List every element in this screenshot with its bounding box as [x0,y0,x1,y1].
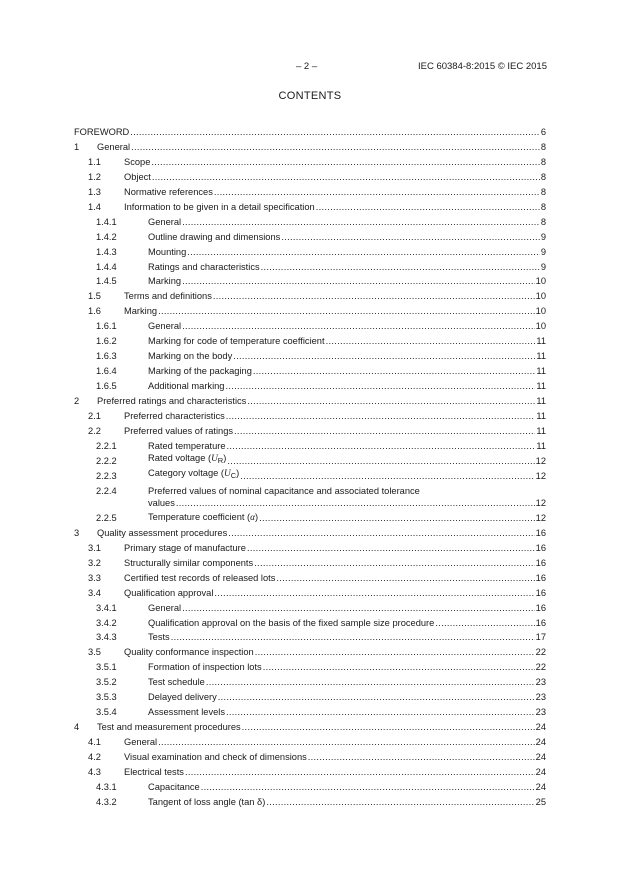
toc-entry-title [124,736,157,748]
toc-entry-title-text: Marking [124,306,158,317]
toc-entry-title [148,365,252,377]
toc-entry-page: 16 [535,572,546,583]
toc-entry-number: 1.4.5 [96,276,117,287]
toc-entry-page: 9 [540,261,546,272]
toc-entry[interactable] [74,183,546,198]
toc-entry-page: 11 [536,411,546,422]
dot-leader [227,440,536,452]
dot-leader [152,171,540,183]
dot-leader [226,410,536,422]
toc-entry-title [148,467,239,482]
toc-entry[interactable] [74,658,546,673]
toc-entry-number: 1.4.2 [96,231,117,242]
toc-entry[interactable] [74,539,546,554]
toc-entry-page: 12 [535,512,546,523]
toc-entry-number: 1.6 [88,306,101,317]
toc-entry[interactable] [74,793,546,808]
toc-entry-title-text: Rated voltage ( [148,452,212,463]
dot-leader [226,706,535,718]
toc-entry[interactable] [74,778,546,793]
toc-entry-title-tail: ) [236,467,240,478]
toc-entry-title [97,721,241,733]
toc-entry-title [148,602,181,614]
toc-entry-title-text: Object [124,171,151,182]
toc-entry[interactable] [74,332,546,347]
toc-entry-number: 3.4.2 [96,617,117,628]
toc-entry[interactable] [74,273,546,288]
toc-entry-page: 11 [536,381,546,392]
toc-entry[interactable] [74,629,546,644]
dot-leader [259,512,535,524]
toc-entry-number: 1.4.1 [96,216,117,227]
toc-entry[interactable] [74,422,546,437]
toc-entry-title-text: Qualification approval on the basis of the fixed sample size procedure [148,617,435,628]
toc-entry[interactable] [74,763,546,778]
toc-entry-number: 2.2 [88,426,101,437]
toc-entry-number: 4.1 [88,737,101,748]
toc-entry-title-text: Tangent of loss angle (tan δ) [148,796,266,807]
toc-entry-title-text: Additional marking [148,381,225,392]
toc-entry-title-text: Preferred ratings and characteristics [97,396,247,407]
toc-entry-title-text: Preferred values of nominal capacitance and associated tolerance [148,485,420,496]
toc-entry-page: 8 [540,141,546,152]
toc-entry-title [148,380,224,392]
toc-entry-number: 4.3.2 [96,796,117,807]
dot-leader [201,781,535,793]
toc-entry-title [148,231,280,243]
toc-entry-number: 1.6.3 [96,351,117,362]
dot-leader [266,796,534,808]
table-of-contents [74,123,546,808]
toc-entry-title [124,751,307,763]
dot-leader [308,751,535,763]
toc-entry[interactable] [74,168,546,183]
toc-entry[interactable] [74,407,546,422]
toc-entry-number: 1.6.4 [96,366,117,377]
toc-entry-page: 10 [535,306,546,317]
toc-entry-page: 24 [535,722,546,733]
toc-entry-title [148,796,265,808]
dot-leader [281,231,540,243]
toc-entry-page: 24 [535,781,546,792]
toc-entry[interactable] [74,317,546,332]
toc-entry-title-text: Visual examination and check of dimensions [124,752,307,763]
toc-entry-title-text: Delayed delivery [148,692,217,703]
toc-entry-title [74,126,129,138]
toc-entry-number: 4.2 [88,752,101,763]
toc-entry-number: 2.2.4 [96,485,117,496]
dot-leader [187,246,540,258]
toc-entry-title-text: Assessment levels [148,707,225,718]
toc-entry-title [124,557,253,569]
toc-entry[interactable] [74,482,546,509]
dot-leader [247,395,535,407]
dot-leader [176,497,535,509]
toc-entry-title [148,261,260,273]
toc-entry[interactable] [74,258,546,273]
toc-entry-page: 22 [535,662,546,673]
toc-entry-number: 1.2 [88,171,101,182]
toc-entry-number: 3.4 [88,587,101,598]
toc-entry-number: 4.3 [88,767,101,778]
toc-entry-title [148,676,205,688]
toc-entry-number: 1.1 [88,156,101,167]
toc-entry-number: 2.2.2 [96,455,117,466]
toc-entry-page: 23 [535,677,546,688]
dot-leader [316,201,540,213]
toc-entry-number: 1.3 [88,186,101,197]
toc-entry-number: 1.6.1 [96,321,117,332]
dot-leader [214,186,540,198]
dot-leader [227,455,534,467]
toc-entry-page: 8 [540,201,546,212]
dot-leader [234,425,535,437]
toc-entry[interactable] [74,362,546,377]
toc-entry-title [97,395,246,407]
toc-entry-page: 16 [535,527,546,538]
toc-entry-title-text: Quality conformance inspection [124,647,254,658]
toc-entry-page: 11 [536,440,546,451]
dot-leader [253,365,535,377]
dot-leader [240,470,534,482]
toc-entry[interactable] [74,392,546,407]
toc-entry-title-text: Marking of the packaging [148,366,252,377]
toc-entry-title-text: Formation of inspection lots [148,662,262,673]
toc-entry-page: 16 [535,542,546,553]
dot-leader [213,290,535,302]
toc-entry-title-text: FOREWORD [74,126,130,137]
toc-entry-title-text: General [148,216,182,227]
toc-entry-number: 1.6.2 [96,336,117,347]
dot-leader [151,156,539,168]
toc-entry-title-text: Preferred characteristics [124,411,225,422]
toc-entry-title [148,320,181,332]
toc-entry[interactable] [74,748,546,763]
contents-title: CONTENTS [278,90,342,102]
toc-entry[interactable] [74,452,546,467]
toc-entry[interactable] [74,347,546,362]
toc-entry-title-text: Certified test records of released lots [124,572,276,583]
toc-entry-page: 11 [536,396,546,407]
math-symbol: α [250,512,256,523]
dot-leader [182,216,540,228]
dot-leader [171,631,535,643]
toc-entry-number: 3.1 [88,542,101,553]
dot-leader [131,141,540,153]
toc-entry-title [124,766,184,778]
dot-leader [255,646,535,658]
toc-entry-number: 1.4.4 [96,261,117,272]
toc-entry-title-text: Outline drawing and dimensions [148,231,281,242]
toc-entry-title-text: Information to be given in a detail specification [124,201,315,212]
toc-entry[interactable] [74,733,546,748]
dot-leader [182,602,535,614]
page-number: – 2 – [296,61,318,72]
toc-entry[interactable] [74,213,546,228]
toc-entry-title-text: Tests [148,632,170,643]
toc-entry-title-text: Quality assessment procedures [97,527,228,538]
toc-entry[interactable] [74,138,546,153]
toc-entry-title-text: Temperature coefficient ( [148,511,251,522]
toc-entry-title-text: Terms and definitions [124,291,212,302]
toc-entry-title-text: Ratings and characteristics [148,261,260,272]
toc-entry-page: 8 [540,171,546,182]
toc-entry-page: 8 [540,156,546,167]
toc-entry-page: 16 [535,557,546,568]
toc-entry-title [148,350,232,362]
toc-entry-number: 1.4.3 [96,246,117,257]
page-header [0,61,620,75]
toc-entry-title-text: Qualification approval [124,587,214,598]
document-reference: IEC 60384-8:2015 © IEC 2015 [417,61,547,72]
toc-entry-title [148,691,217,703]
toc-entry[interactable] [74,524,546,539]
toc-entry-page: 24 [535,767,546,778]
toc-entry-title-text: Marking for code of temperature coefficient [148,336,325,347]
toc-entry-page: 11 [536,336,546,347]
toc-entry-page: 11 [536,351,546,362]
toc-entry-title [148,452,226,467]
dot-leader [214,587,534,599]
toc-entry-title-text: Marking on the body [148,351,233,362]
toc-entry-title-text: General [148,602,182,613]
toc-entry-page: 24 [535,737,546,748]
toc-entry-title [148,781,200,793]
toc-entry-title-text: Preferred values of ratings [124,426,234,437]
toc-entry-title-text: Test and measurement procedures [97,722,241,733]
dot-leader [435,617,534,629]
math-symbol: U [223,468,231,479]
dot-leader [182,320,535,332]
toc-entry-title [148,440,226,452]
toc-entry-number: 1.5 [88,291,101,302]
toc-entry-title-text: Marking [148,276,182,287]
toc-entry-title-tail: ) [255,511,259,522]
dot-leader [206,676,535,688]
math-subscript: C [230,470,237,480]
toc-entry[interactable] [74,509,546,524]
toc-entry-title [148,617,434,629]
toc-entry-title [148,485,420,497]
toc-entry-number: 3 [74,527,80,538]
toc-entry-page: 25 [535,796,546,807]
toc-entry-title [97,527,227,539]
toc-entry-number: 3.5.3 [96,692,117,703]
toc-entry[interactable] [74,287,546,302]
toc-entry-number: 3.3 [88,572,101,583]
dot-leader [254,557,534,569]
toc-entry[interactable] [74,228,546,243]
toc-entry[interactable] [74,554,546,569]
toc-entry-title [148,216,181,228]
toc-entry[interactable] [74,584,546,599]
toc-entry[interactable] [74,703,546,718]
toc-entry-title [124,410,225,422]
toc-entry[interactable] [74,599,546,614]
toc-entry-title [124,587,213,599]
toc-entry-title-text: General [124,737,158,748]
toc-entry-title [148,661,262,673]
toc-entry-number: 3.4.1 [96,602,117,613]
toc-entry-title [148,511,258,524]
toc-entry-title [148,706,225,718]
toc-entry-number: 1.6.5 [96,381,117,392]
toc-entry-title-continued: values [148,497,175,508]
toc-entry-page: 12 [535,470,546,481]
dot-leader [242,721,535,733]
toc-entry-title-text: Rated temperature [148,440,226,451]
toc-entry-title [124,572,275,584]
toc-entry-page: 11 [536,426,546,437]
math-subscript: R [217,455,224,465]
dot-leader [225,380,535,392]
dot-leader [228,527,534,539]
toc-entry-title [124,646,254,658]
toc-entry-title [148,275,181,287]
dot-leader [158,305,535,317]
toc-entry-title-text: Electrical tests [124,767,184,778]
toc-entry-title-text: Mounting [148,246,187,257]
toc-entry-page: 9 [540,246,546,257]
dot-leader [130,126,540,138]
math-symbol: U [211,453,218,464]
toc-entry-number: 2.2.5 [96,512,117,523]
toc-entry-page: 10 [535,291,546,302]
toc-entry-page: 17 [535,632,546,643]
toc-entry-number: 3.5.1 [96,662,117,673]
toc-entry-title-text: General [148,321,182,332]
toc-entry-number: 2.2.1 [96,440,117,451]
toc-entry-title [124,305,157,317]
toc-entry-title [124,201,315,213]
toc-entry-title-text: Capacitance [148,781,200,792]
toc-entry-number: 2 [74,396,80,407]
toc-entry[interactable] [74,377,546,392]
toc-entry[interactable] [74,437,546,452]
toc-entry-title-text: General [97,141,131,152]
toc-entry-page: 10 [535,276,546,287]
toc-entry-number: 3.2 [88,557,101,568]
toc-entry-title-text: Normative references [124,186,213,197]
dot-leader [233,350,535,362]
toc-entry[interactable] [74,467,546,482]
toc-entry[interactable] [74,614,546,629]
toc-entry-title [124,171,151,183]
toc-entry[interactable] [74,123,546,138]
toc-entry-page: 16 [535,617,546,628]
dot-leader [182,275,535,287]
dot-leader [326,335,536,347]
toc-entry-title-text: Test schedule [148,677,205,688]
toc-entry-title [97,141,130,153]
toc-entry-number: 1 [74,141,80,152]
toc-entry-page: 24 [535,752,546,763]
toc-entry[interactable] [74,569,546,584]
toc-entry[interactable] [74,718,546,733]
toc-entry-number: 3.4.3 [96,632,117,643]
dot-leader [247,542,535,554]
toc-entry-title [148,631,170,643]
toc-entry-number: 4.3.1 [96,781,117,792]
toc-entry-page: 10 [535,321,546,332]
toc-entry-page: 16 [535,587,546,598]
toc-entry-title [124,425,233,437]
toc-entry[interactable] [74,688,546,703]
toc-entry-title [124,186,213,198]
toc-entry[interactable] [74,643,546,658]
toc-entry-page: 22 [535,647,546,658]
toc-entry-number: 2.2.3 [96,470,117,481]
toc-entry-title [124,290,212,302]
toc-entry-number: 1.4 [88,201,101,212]
toc-entry-number: 2.1 [88,411,101,422]
toc-entry-title [124,542,246,554]
toc-entry-page: 23 [535,692,546,703]
toc-entry[interactable] [74,153,546,168]
toc-entry-number: 3.5.4 [96,707,117,718]
toc-entry[interactable] [74,243,546,258]
dot-leader [263,661,535,673]
toc-entry-number: 3.5 [88,647,101,658]
toc-entry-number: 4 [74,722,80,733]
toc-entry-title-text: Category voltage ( [148,467,224,478]
toc-entry-page: 9 [540,231,546,242]
toc-entry-number: 3.5.2 [96,677,117,688]
toc-entry-title [124,156,150,168]
toc-entry-title [148,335,325,347]
toc-entry-title-text: Structurally similar components [124,557,254,568]
toc-entry-title-tail: ) [223,452,227,463]
toc-entry-title [148,246,186,258]
toc-entry[interactable] [74,302,546,317]
toc-entry-page: 12 [535,497,546,508]
toc-entry-page: 6 [540,126,546,137]
toc-entry-page: 12 [535,455,546,466]
toc-entry-page: 23 [535,707,546,718]
dot-leader [261,261,540,273]
toc-entry-page: 8 [540,186,546,197]
dot-leader [185,766,535,778]
toc-entry[interactable] [74,198,546,213]
dot-leader [218,691,535,703]
toc-entry-page: 8 [540,216,546,227]
toc-entry-title-text: Primary stage of manufacture [124,542,246,553]
toc-entry-title-text: Scope [124,156,151,167]
toc-entry-page: 11 [536,366,546,377]
toc-entry-page: 16 [535,602,546,613]
dot-leader [158,736,535,748]
toc-entry[interactable] [74,673,546,688]
dot-leader [276,572,534,584]
